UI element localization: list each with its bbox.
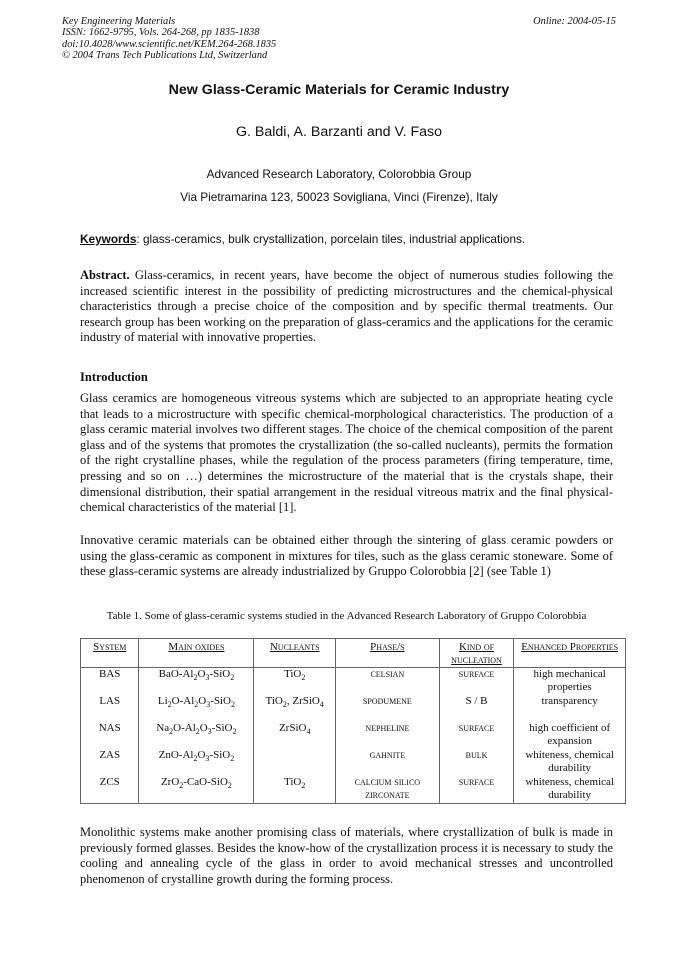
journal-header bbox=[62, 16, 616, 61]
formula-part: Na bbox=[156, 722, 170, 734]
cell-props: high mechanical properties bbox=[514, 668, 626, 696]
cell-system: BAS bbox=[81, 668, 139, 696]
abstract-paragraph bbox=[80, 268, 613, 346]
subscript: 2 bbox=[193, 754, 198, 764]
online-date: Online: 2004-05-15 bbox=[533, 16, 616, 27]
cell-phase: nepheline bbox=[336, 722, 440, 749]
intro-paragraph-1: Glass ceramics are homogeneous vitreous systems which are subjected to an appropriate heating cycle that leads to a microstructure with specific chemical-morphological characteristics. The production of a glass ceramic material involves two different stages. The choice of the chemical composition of the parent glass and of the systems that promotes the crystallization (the so-called nucleants), permits the formation of the right crystalline phases, while the regulation of the process parameters (firing temperature, time, pressing and so on …) determines the microstructure of the material that is the crystals shape, their dimensional distribution, their spatial arrangement in the residual vitreous matrix and the final physical-chemical characteristics of the material [1]. bbox=[80, 391, 613, 515]
col-kind-of-nucleation: Kind of nucleation bbox=[439, 639, 514, 668]
intro-paragraph-2: Innovative ceramic materials can be obtained either through the sintering of glass ceramic powders or using the glass-ceramic as component in mixtures for tiles, such as the glass ceramic stoneware. Some of these glass-ceramic systems are already industrialized by Gruppo Colorobbia [2] (see Table 1) bbox=[80, 533, 613, 579]
subscript: 3 bbox=[205, 673, 210, 683]
table-row bbox=[81, 722, 626, 749]
table-row bbox=[81, 776, 626, 804]
cell-nucleants bbox=[254, 695, 336, 722]
subscript: 2 bbox=[194, 700, 199, 710]
table-row bbox=[81, 695, 626, 722]
cell-oxides bbox=[139, 776, 254, 804]
cell-nucleants bbox=[254, 668, 336, 696]
cell-props: whiteness, chemical durability bbox=[514, 749, 626, 776]
subscript: 2 bbox=[230, 673, 235, 683]
paper-title: New Glass-Ceramic Materials for Ceramic Industry bbox=[168, 82, 510, 98]
authors: G. Baldi, A. Barzanti and V. Faso bbox=[235, 124, 443, 140]
keywords-text: : glass-ceramics, bulk crystallization, porcelain tiles, industrial applications. bbox=[136, 232, 526, 246]
subscript: 2 bbox=[301, 781, 306, 791]
col-phases: Phase/s bbox=[336, 639, 440, 668]
subscript: 2 bbox=[193, 673, 198, 683]
table-caption: Table 1. Some of glass-ceramic systems studied in the Advanced Research Laboratory of Gruppo Colorobbia bbox=[106, 610, 587, 622]
formula-part: -SiO bbox=[209, 668, 231, 680]
subscript: 2 bbox=[227, 781, 232, 791]
cell-kind: surface bbox=[439, 776, 514, 804]
cell-phase: spodumene bbox=[336, 695, 440, 722]
subscript: 2 bbox=[232, 727, 237, 737]
col-system: System bbox=[81, 639, 139, 668]
cell-nucleants bbox=[254, 749, 336, 776]
cell-system: ZCS bbox=[81, 776, 139, 804]
formula-part: O-Al bbox=[171, 695, 195, 707]
subscript: 3 bbox=[205, 754, 210, 764]
subscript: 2 bbox=[167, 700, 172, 710]
cell-kind: S / B bbox=[439, 695, 514, 722]
subscript: 2 bbox=[230, 700, 235, 710]
cell-kind: bulk bbox=[439, 749, 514, 776]
formula-part: TiO bbox=[284, 668, 302, 680]
affiliation-address: Via Pietramarina 123, 50023 Sovigliana, Vinci (Firenze), Italy bbox=[180, 190, 498, 204]
keywords-label: Keywords bbox=[80, 232, 137, 246]
cell-oxides bbox=[139, 668, 254, 696]
cell-phase: gahnite bbox=[336, 749, 440, 776]
affiliation-lab: Advanced Research Laboratory, Colorobbia Group bbox=[206, 167, 472, 181]
formula-part: Li bbox=[157, 695, 168, 707]
journal-name: Key Engineering Materials bbox=[62, 16, 176, 27]
cell-kind: surface bbox=[439, 722, 514, 749]
formula-part: , ZrSiO bbox=[286, 695, 320, 707]
cell-props: high coefficient of expansion bbox=[514, 722, 626, 749]
cell-props: transparency bbox=[514, 695, 626, 722]
subscript: 2 bbox=[282, 700, 287, 710]
abstract-text: Glass-ceramics, in recent years, have become the object of numerous studies following the increased scientific interest in the possibility of predicting microstructures and the chemical-physical characteristics through a precise choice of the composition and by specific thermal treatments. Our research group has been working on the preparation of glass-ceramics and the applications for the ceramic industry of material with innovative properties. bbox=[80, 268, 613, 345]
col-enhanced-properties: Enhanced Properties bbox=[514, 639, 626, 668]
formula-part: O bbox=[197, 668, 206, 680]
formula-part: -SiO bbox=[211, 722, 233, 734]
subscript: 2 bbox=[195, 727, 200, 737]
cell-system: ZAS bbox=[81, 749, 139, 776]
formula-part: BaO-Al bbox=[158, 668, 194, 680]
formula-part: -SiO bbox=[209, 749, 231, 761]
monolithic-paragraph: Monolithic systems make another promising class of materials, where crystallization of bulk is made in previously formed glasses. Besides the know-how of the crystallization process it is necessary to study the cooling and annealing cycle of the glass in order to avoid mechanical stresses and uncontrolled phenomenon of crystalline growth during the forming process. bbox=[80, 825, 613, 886]
col-nucleants: Nucleants bbox=[254, 639, 336, 668]
table-row bbox=[81, 668, 626, 696]
subscript: 2 bbox=[179, 781, 184, 791]
cell-kind: surface bbox=[439, 668, 514, 696]
col-main-oxides: Main oxides bbox=[139, 639, 254, 668]
abstract-label: Abstract. bbox=[80, 268, 130, 282]
subscript: 3 bbox=[206, 700, 211, 710]
cell-system: LAS bbox=[81, 695, 139, 722]
copyright-line: © 2004 Trans Tech Publications Ltd, Switzerland bbox=[62, 49, 268, 61]
formula-part: TiO bbox=[265, 695, 283, 707]
formula-part: TiO bbox=[284, 776, 302, 788]
cell-phase: calcium silico zirconate bbox=[336, 776, 440, 804]
table-row bbox=[81, 749, 626, 776]
formula-part: -CaO-SiO bbox=[183, 776, 228, 788]
cell-nucleants bbox=[254, 776, 336, 804]
subscript: 2 bbox=[169, 727, 174, 737]
formula-part: ZrO bbox=[160, 776, 180, 788]
intro-heading: Introduction bbox=[80, 370, 148, 384]
formula-part: O-Al bbox=[173, 722, 196, 734]
cell-oxides bbox=[139, 722, 254, 749]
formula-part: O bbox=[197, 749, 206, 761]
subscript: 2 bbox=[301, 673, 306, 683]
cell-nucleants bbox=[254, 722, 336, 749]
issn-line: ISSN: 1662-9795, Vols. 264-268, pp 1835-1838 bbox=[62, 27, 260, 39]
formula-part: O bbox=[198, 695, 207, 707]
subscript: 4 bbox=[319, 700, 324, 710]
subscript: 3 bbox=[207, 727, 212, 737]
doi-line: doi:10.4028/www.scientific.net/KEM.264-268.1835 bbox=[62, 38, 277, 50]
formula-part: -SiO bbox=[210, 695, 231, 707]
formula-part: ZrSiO bbox=[278, 722, 307, 734]
keywords-line bbox=[80, 232, 525, 246]
cell-oxides bbox=[139, 695, 254, 722]
glass-ceramic-table bbox=[80, 638, 626, 804]
subscript: 4 bbox=[306, 727, 311, 737]
cell-props: whiteness, chemical durability bbox=[514, 776, 626, 804]
formula-part: ZnO-Al bbox=[158, 749, 194, 761]
formula-part: O bbox=[199, 722, 208, 734]
cell-oxides bbox=[139, 749, 254, 776]
cell-phase: celsian bbox=[336, 668, 440, 696]
subscript: 2 bbox=[230, 754, 235, 764]
cell-system: NAS bbox=[81, 722, 139, 749]
